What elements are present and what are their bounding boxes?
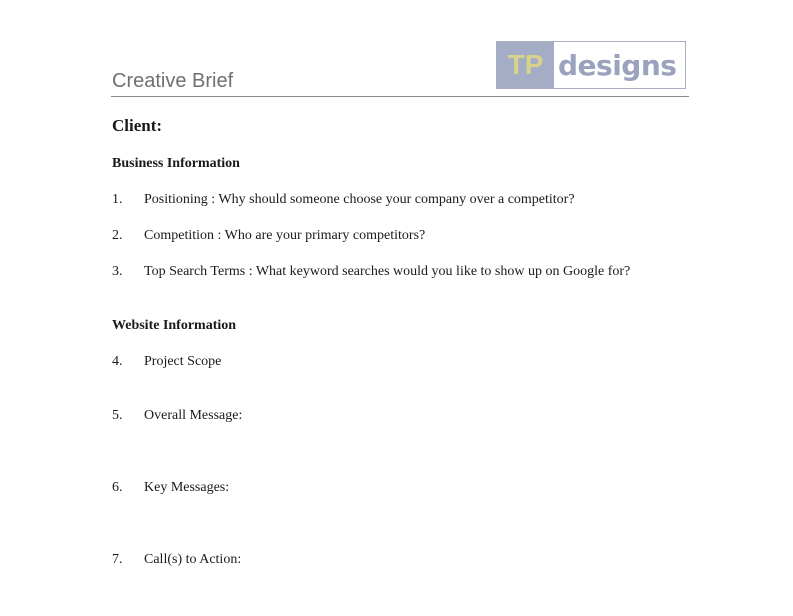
list-item-text: Key Messages: <box>144 480 230 495</box>
list-item-text: Overall Message: <box>144 408 243 423</box>
list-item <box>112 264 630 280</box>
client-label: Client: <box>112 116 163 135</box>
logo-designs-wordmark: designs <box>558 48 677 82</box>
list-item <box>112 408 242 424</box>
list-item-number: 3. <box>112 264 123 279</box>
section-heading-website: Website Information <box>112 318 237 333</box>
list-item-number: 4. <box>112 354 123 369</box>
header-divider <box>111 96 689 97</box>
list-item-text: Competition : Who are your primary competitors? <box>144 228 426 243</box>
list-item <box>112 552 241 568</box>
list-item <box>112 480 229 496</box>
list-item-text: Positioning : Why should someone choose your company over a competitor? <box>144 192 575 207</box>
list-item-text: Call(s) to Action: <box>144 552 242 567</box>
list-item <box>112 192 575 208</box>
logo-tp-mark: TP <box>497 42 554 88</box>
list-item-number: 6. <box>112 480 123 495</box>
list-item-text: Top Search Terms : What keyword searches would you like to show up on Google for? <box>144 264 631 279</box>
document-title: Creative Brief <box>112 70 234 92</box>
document-header <box>111 40 689 98</box>
list-item-number: 2. <box>112 228 123 243</box>
list-item-number: 1. <box>112 192 123 207</box>
section-heading-business: Business Information <box>112 156 240 171</box>
list-item <box>112 228 425 244</box>
list-item-number: 5. <box>112 408 123 423</box>
list-item-text: Project Scope <box>144 354 222 369</box>
list-item <box>112 354 221 370</box>
list-item-number: 7. <box>112 552 123 567</box>
tp-designs-logo <box>496 41 686 89</box>
